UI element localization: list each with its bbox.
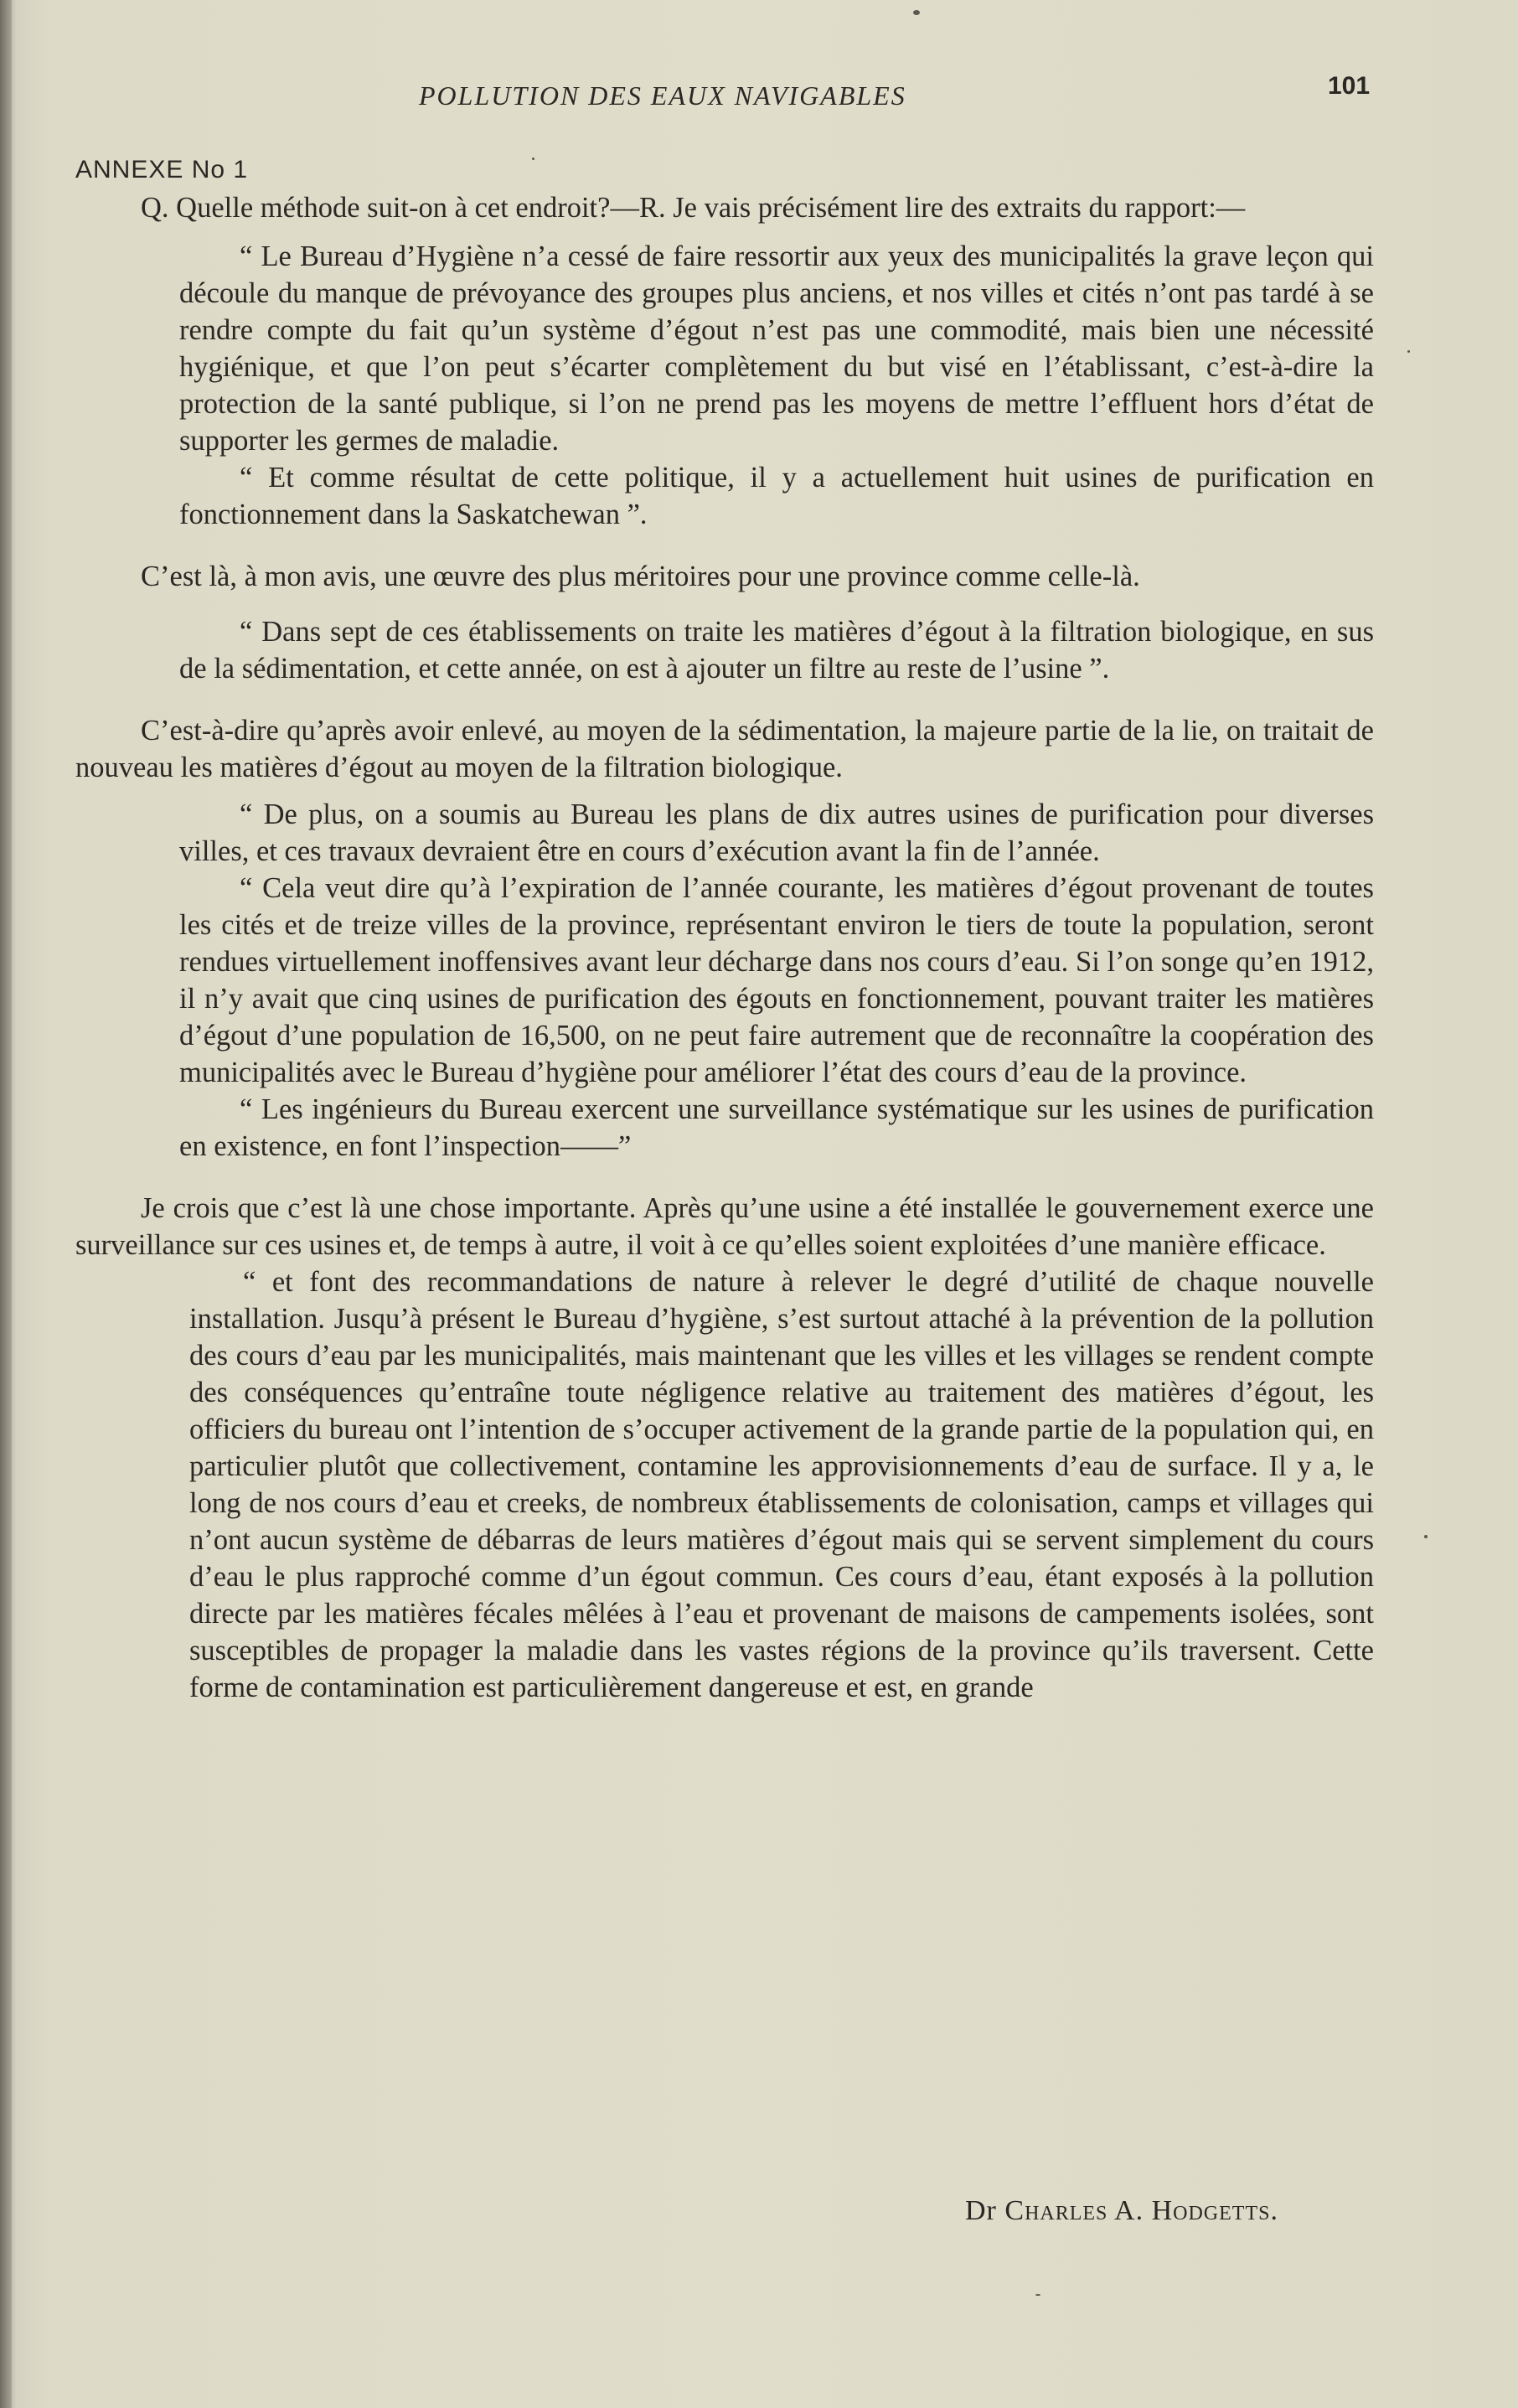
quoted-paragraph: “ De plus, on a soumis au Bureau les plans de dix autres usines de purification pour diverses villes, et ces travaux devraient être en cours d’exécution avant la fin de l’année. [179,798,1374,867]
quoted-paragraph: “ Les ingénieurs du Bureau exercent une surveillance systématique sur les usines de purification en existence, en font l’inspection——” [179,1093,1374,1162]
commentary-paragraph: C’est-à-dire qu’après avoir enlevé, au moyen de la sédimentation, la majeure partie de la lie, on traitait de nouveau les matières d’égout au moyen de la filtration biologique. [75,715,1374,783]
quoted-paragraph: “ Et comme résultat de cette politique, il y a actuellement huit usines de purification en fonctionnement dans la Saskatchewan ”. [179,462,1374,530]
question-paragraph: Q. Quelle méthode suit-on à cet endroit?—R. Je vais précisément lire des extraits du rapport:— [141,192,1246,224]
signature-name: Charles A. Hodgetts. [1004,2195,1278,2226]
book-spine-shadow [0,0,12,2408]
commentary-paragraph: C’est là, à mon avis, une œuvre des plus méritoires pour une province comme celle-là. [141,561,1140,592]
paper-speck [1424,1535,1428,1538]
quoted-paragraph: “ Le Bureau d’Hygiène n’a cessé de faire ressortir aux yeux des municipalités la grave leçon qui découle du manque de prévoyance des groupes plus anciens, et nos villes et cités n’ont pas tardé à se rendre compte du fait qu’un système d’égout n’est pas une commodité, mais bien une nécessité hygiénique, et que l’on peut s’écarter complètement du but visé en l’établissant, c’est-à-dire la protection de la santé publique, si l’on ne prend pas les moyens de mettre l’effluent hors d’état de supporter les germes de maladie. [179,240,1374,457]
signature [965,2195,1278,2227]
signature-prefix: Dr [965,2195,997,2226]
body-text [75,189,1374,1706]
annex-label: ANNEXE No 1 [75,156,249,183]
paper-speck [532,158,534,160]
page-number: 101 [1328,72,1371,100]
paper-speck [913,10,920,15]
quoted-paragraph: “ Dans sept de ces établissements on traite les matières d’égout à la filtration biologique, en sus de la sédimentation, et cette année, on est à ajouter un filtre au reste de l’usine ”. [179,616,1374,685]
quoted-paragraph: “ Cela veut dire qu’à l’expiration de l’année courante, les matières d’égout provenant de toutes les cités et de treize villes de la province, représentant environ le tiers de toute la population, seront rendues virtuellement inoffensives avant leur décharge dans nos cours d’eau. Si l’on songe qu’en 1912, il n’y avait que cinq usines de purification des égouts en fonctionnement, pouvant traiter les matières d’égout d’une population de 16,500, on ne peut faire autrement que de reconnaître la coopération des municipalités avec le Bureau d’hygiène pour améliorer l’état des cours d’eau de la province. [179,872,1374,1088]
paper-speck [1407,350,1410,353]
quoted-paragraph: “ et font des recommandations de nature à relever le degré d’utilité de chaque nouvelle installation. Jusqu’à présent le Bureau d’hygiène, s’est surtout attaché à la prévention de la pollution des cours d’eau par les municipalités, mais maintenant que les villes et les villages se rendent compte des conséquences qu’entraîne toute négligence relative au traitement des matières d’égout, les officiers du bureau ont l’intention de s’occuper activement de la grande partie de la population qui, en particulier plutôt que collectivement, contamine les approvisionnements d’eau de surface. Il y a, le long de nos cours d’eau et creeks, de nombreux établissements de colonisation, camps et villages qui n’ont aucun système de débarras de leurs matières d’égout mais qui se servent simplement du cours d’eau le plus rapproché comme d’un égout commun. Ces cours d’eau, étant exposés à la pollution directe par les matières fécales mêlées à l’eau et provenant de maisons de campements isolées, sont susceptibles de propager la maladie dans les vastes régions de la province qu’ils traversent. Cette forme de contamination est particulièrement dangereuse et est, en grande [189,1266,1374,1703]
running-header-title: POLLUTION DES EAUX NAVIGABLES [419,80,906,111]
paper-speck [1035,2294,1040,2296]
commentary-paragraph: Je crois que c’est là une chose importante. Après qu’une usine a été installée le gouvernement exerce une surveillance sur ces usines et, de temps à autre, il voit à ce qu’elles soient exploitées d’une manière efficace. [75,1192,1374,1261]
